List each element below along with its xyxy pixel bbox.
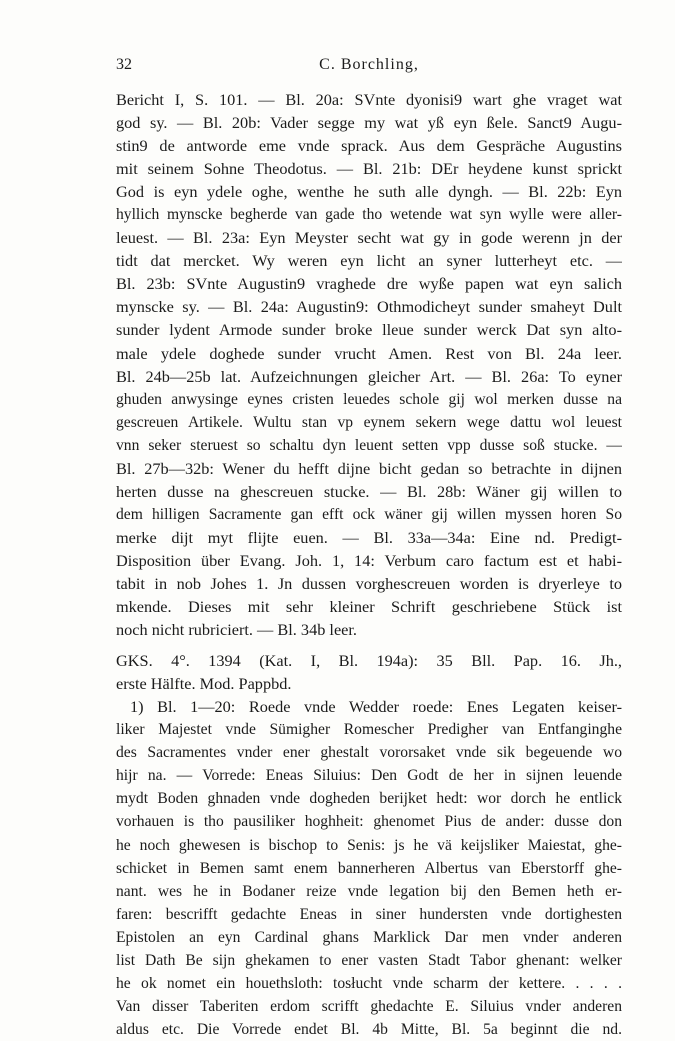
text-line: Disposition über Evang. Joh. 1, 14: Verbum caro factum est et habi- [116,550,622,570]
page-number: 32 [116,56,132,73]
text-line: ghuden anwysinge eynes cristen leuedes schole gij wol merken dusse na [116,390,622,408]
text-line: mydt Boden ghnaden vnde dogheden berijket hedt: wor dorch he entlick [116,790,622,808]
text-line: Epistolen an eyn Cardinal ghans Marklick Dar men vnder anderen [116,928,622,946]
text-line: male ydele doghede sunder vrucht Amen. Rest von Bl. 24a leer. [116,343,622,363]
text-line: sunder lydent Armode sunder broke lleue sunder werck Dat syn alto- [116,320,622,340]
paragraph-gks [116,649,622,695]
text-line: mit seinem Sohne Theodotus. — Bl. 21b: DEr heydene kunst sprickt [116,159,622,179]
text-line: des Sacramentes vnder ener ghestalt vororsaket vnde sik begeuende wo [116,744,622,762]
text-line: liker Majestet vnde Sümigher Romescher Predigher van Entfanginghe [116,721,622,739]
text-line: herten dusse na ghescreuen stucke. — Bl. 28b: Wäner gij willen to [116,481,622,501]
text-line: list Dath Be sijn ghekamen to ener vasten Stadt Tabor ghenant: welker [116,951,622,969]
text-line: noch nicht rubriciert. — Bl. 34b leer. [116,620,357,640]
text-line: vnn seker steruest so schaltu dyn leuent setten vpp dusse soß stucke. — [116,436,622,454]
text-line: Bl. 27b—32b: Wener du hefft dijne bicht gedan so betrachte in dijnen [116,458,622,478]
text-line: vorhauen is tho pausiliker hoghheit: ghenomet Pius de ander: dusse don [116,813,622,831]
text-line: dem hilligen Sacramente gan efft ock wäner gij willen myssen horen So [116,505,622,523]
text-line: erste Hälfte. Mod. Pappbd. [116,674,292,694]
text-line: schicket in Bemen samt enem bannerheren Albertus van Eberstorff ghe- [116,859,622,877]
text-line: nant. wes he in Bodaner reize vnde legation bij den Bemen heth er- [116,882,622,900]
text-line: 1) Bl. 1—20: Roede vnde Wedder roede: Enes Legaten keiser- [130,697,622,717]
text-line: he noch ghewesen is bischop to Senis: js he vä keijsliker Maiestat, ghe- [116,836,622,854]
page-header [116,56,622,80]
text-line: Bl. 23b: SVnte Augustin9 vraghede dre wyße papen wat eyn salich [116,274,622,294]
text-line: God is eyn ydele oghe, wenthe he suth alle dyngh. — Bl. 22b: Eyn [116,182,622,202]
text-line: Bericht I, S. 101. — Bl. 20a: SVnte dyonisi9 wart ghe vraget wat [116,90,622,109]
text-line: hyllich mynscke begherde van gade tho wetende wat syn wylle were aller- [116,206,622,224]
text-line: tabit in nob Johes 1. Jn dussen vorghescreuen worden is dryerleye to [116,573,622,593]
text-line: gescreuen Artikele. Wultu stan vp eynem sekern wege dattu wol leuest [116,413,622,431]
text-line: GKS. 4°. 1394 (Kat. I, Bl. 194a): 35 Bll. Pap. 16. Jh., [116,651,622,671]
text-line: hijr na. — Vorrede: Eneas Siluius: Den Godt de her in sijnen leuende [116,767,622,785]
text-line: he ok nomet ein houethsloth: tosłucht vnde scharm der kettere. . . . . [116,974,622,992]
page-body [116,88,622,1041]
text-line: aldus etc. Die Vorrede endet Bl. 4b Mitte, Bl. 5a beginnt die nd. [116,1020,622,1038]
text-line: stin9 de antworde eme vnde sprack. Aus dem Gespräche Augustins [116,136,622,156]
running-head: C. Borchling, [319,56,419,73]
paragraph-bericht [116,88,622,641]
text-line: mynscke sy. — Bl. 24a: Augustin9: Othmodicheyt sunder smaheyt Dult [116,297,622,317]
paragraph-roede [116,695,622,1041]
text-line: merke dijt myt flijte euen. — Bl. 33a—34a: Eine nd. Predigt- [116,527,622,547]
text-line: leuest. — Bl. 23a: Eyn Meyster secht wat gy in gode werenn jn der [116,228,622,248]
text-line: god sy. — Bl. 20b: Vader segge my wat yß eyn ßele. Sanct9 Augu- [116,113,622,133]
text-line: tidt dat mercket. Wy weren eyn licht an syner lutterheyt etc. — [116,251,622,271]
text-line: faren: bescrifft gedachte Eneas in siner hundersten vnde dortighesten [116,905,622,923]
text-line: Van disser Taberiten erdom scrifft ghedachte E. Siluius vnder anderen [116,997,622,1015]
text-line: mkende. Dieses mit sehr kleiner Schrift geschriebene Stück ist [116,597,622,617]
text-line: Bl. 24b—25b lat. Aufzeichnungen gleicher Art. — Bl. 26a: To eyner [116,366,622,386]
